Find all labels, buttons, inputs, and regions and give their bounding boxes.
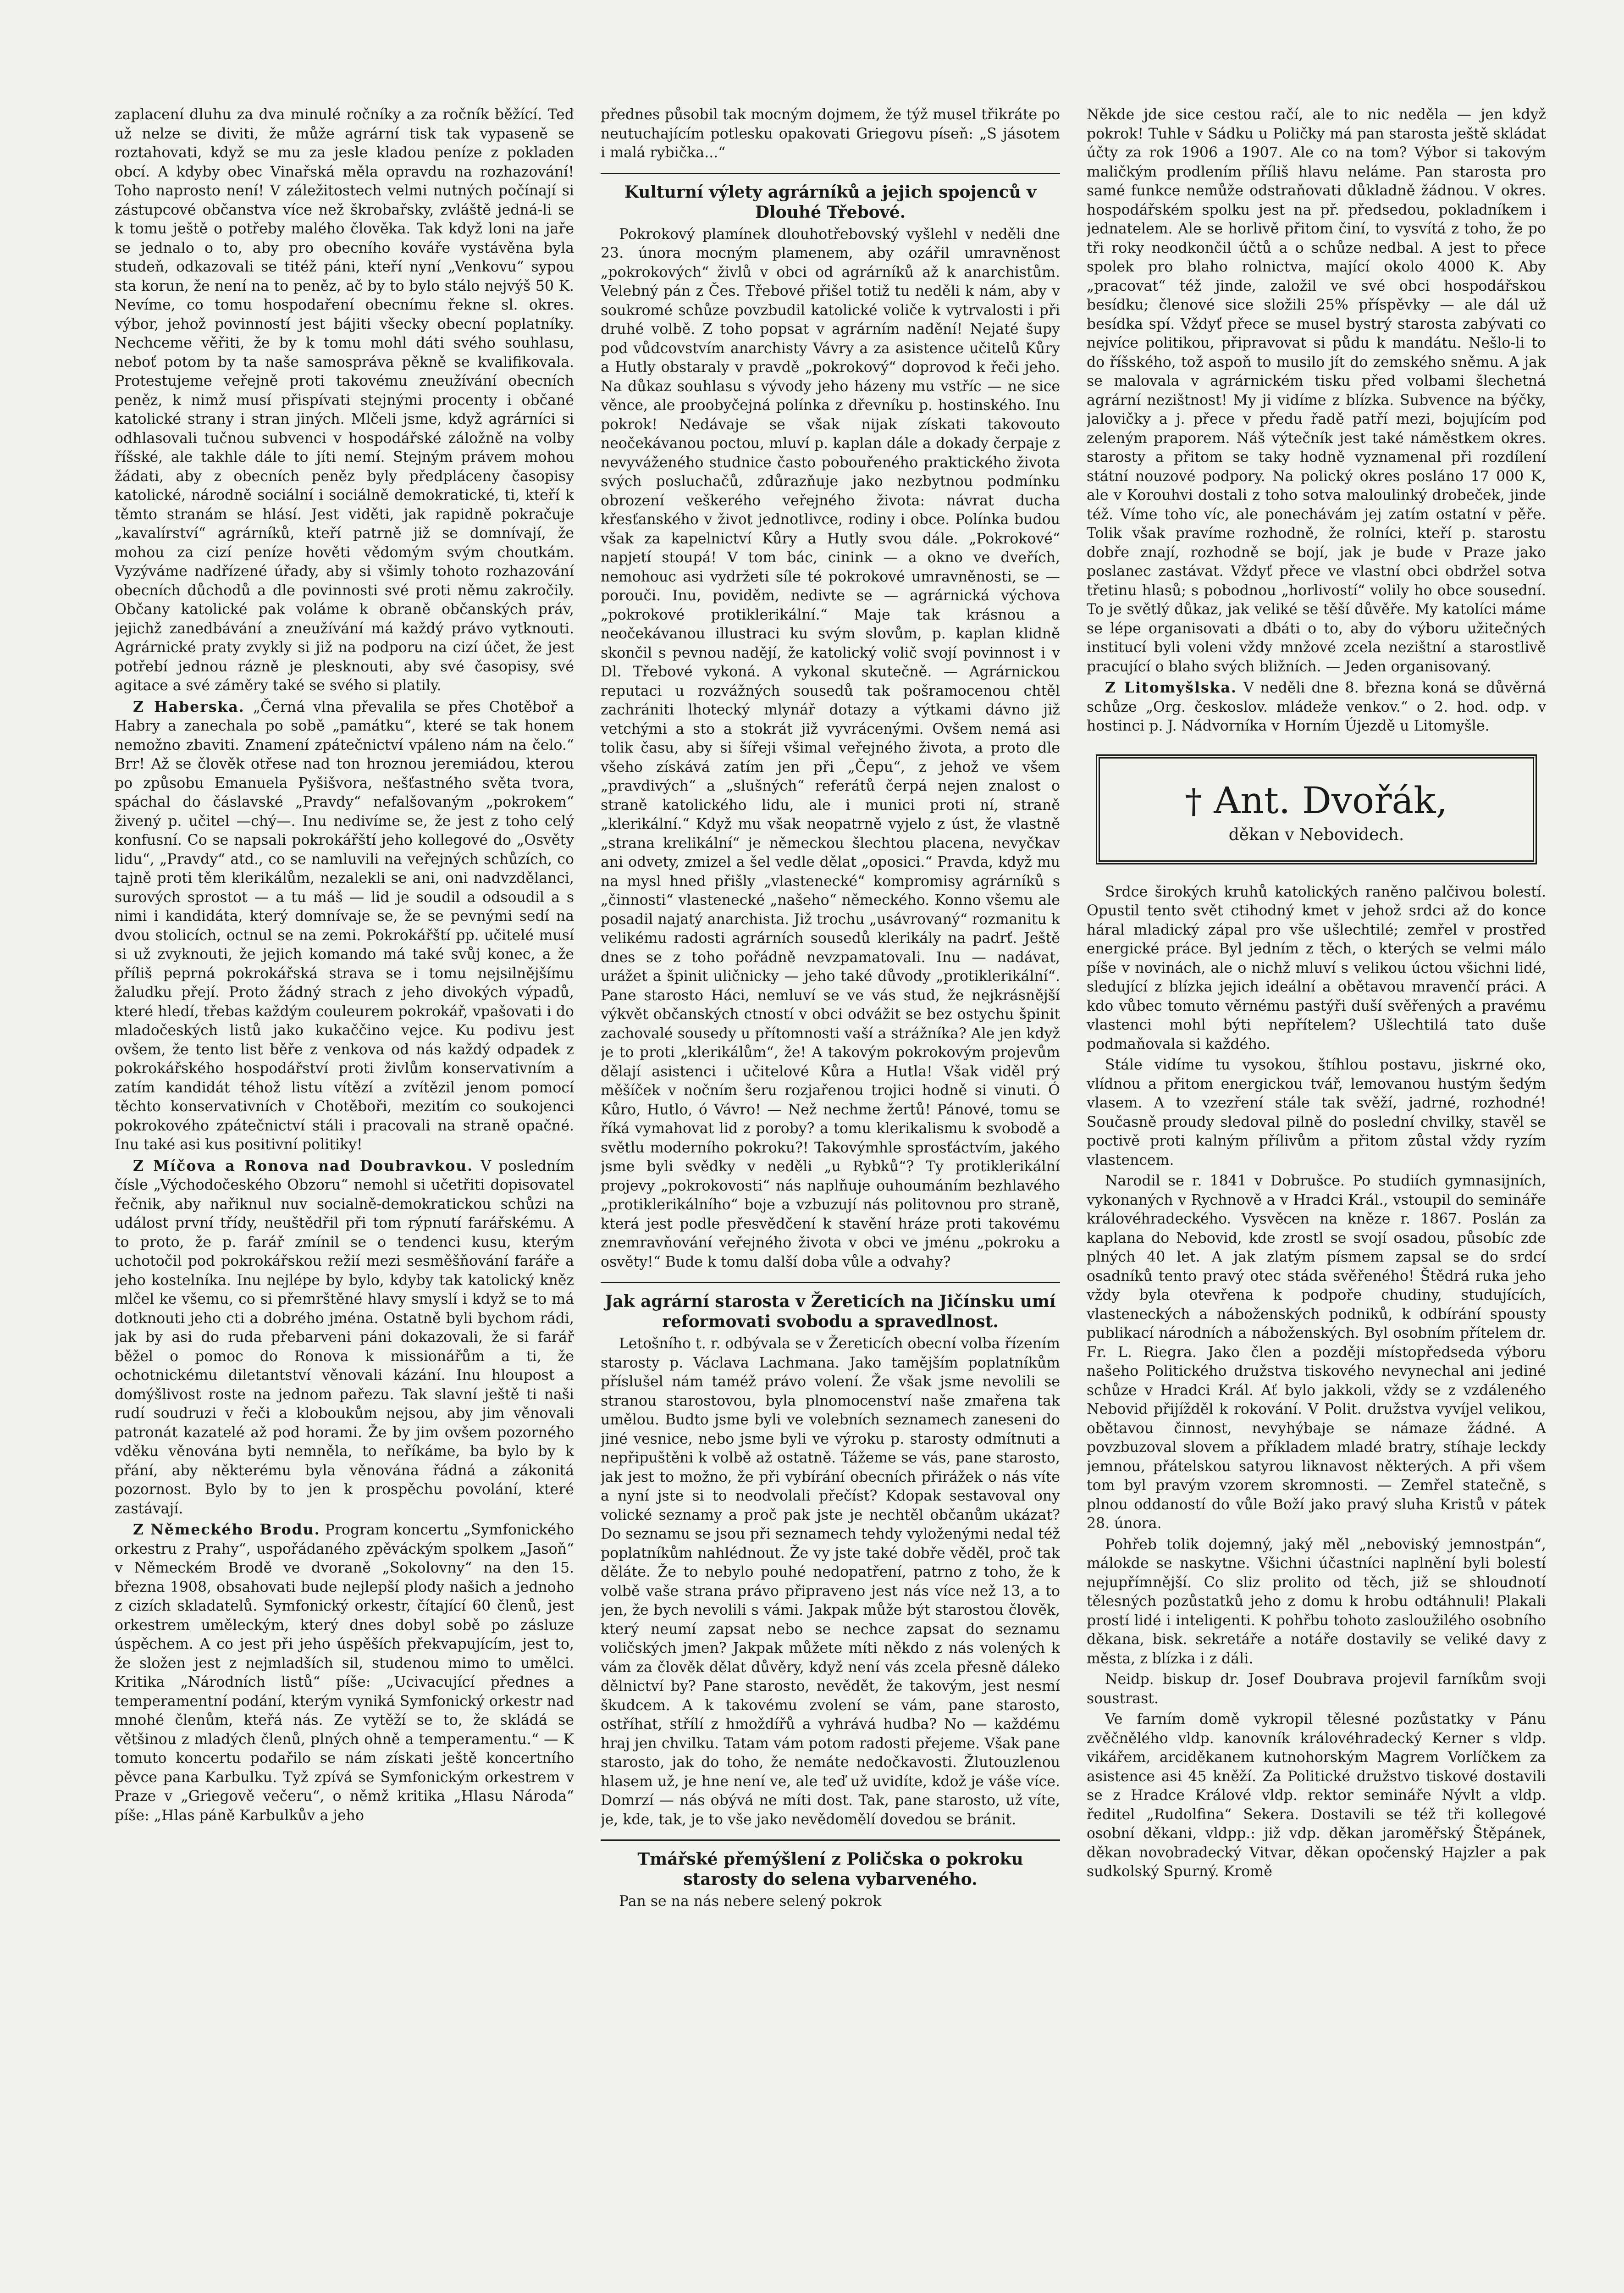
report-text: Program koncertu „Symfonického orkestru z Prahy“, uspořádaného zpěváckým spolkem „Jasoň“ v Německém Brodě ve dvoraně „Sokolovny“ na den 15. března 1908, obsahovati bude nejlepší plody našich a jednoho z cizích skladatelů. Symfonický orkestr, čítající 60 členů, jest orkestrem uměleckým, který dnes dobyl sobě po zásluze úspěchem. A co jest při jeho úspěších překvapujícím, jest to, že složen jest z nejmladších sil, studenou mimo to umělci. Kritika „Národních listů“ píše: „Ucivacující přednes a temperamentní podání, kterým vyniká Symfonický orkestr nad mnohé členům, kteřá nás. Ze vytěží se to, že skládá se většinou z mladých členů, plných ohně a temperamentu.“ — K tomuto koncertu podařilo se nám získati ještě koncertního pěvce pana Karbulku. Tyž zpívá se Symfonickým orkestrem v Praze v „Griegově večeru“, o němž kritika „Hlasu Národa“ píše: „Hlas páně Karbulkův a jeho — [115, 1522, 574, 1824]
report-haberska — [115, 698, 574, 1155]
obituary-name-line — [1114, 779, 1519, 824]
report-micov — [115, 1157, 574, 1519]
article-continuation: přednes působil tak mocným dojmem, že týž musel třikráte po neutuchajícím potlesku opakovati Griegovu píseň: „S jásotem i malá rybička...“ — [601, 106, 1060, 161]
article-body: Pokrokový plamínek dlouhotřebovský vyšlehl v neděli dne 23. února mocným plamenem, aby ozářil umravněnost „pokrokových“ živlů v obci od agrárníků až k anarchistům. Velebný pán z Čes. Třebové přišel totiž tu neděli k nám, aby v soukromé schůze povzbudil katolické voliče k vytrvalosti i při druhé volbě. Z toho popsat v agrárním nadění! Nejaté šupy pod vůdcovstvím anarchisty Vávry a za asistence učitelů Kůry a Hutly obstaraly v pravdě „pokrokový“ doprovod k řeči jeho. Na důkaz souhlasu s vývody jeho házeny mu vstříc — ne sice věnce, ale proobyčejná polínka z dřevníku p. hostinského. Inu pokrok! Nedávaje se však nijak získati takovouto neočekávanou poctou, mluví p. kaplan dále a dokady čerpaje z nevyváženého studnice často pobouřeného praktického života svých posluchačů, zdůrazňuje jako nezbytnou podmínku obrození veškerého veřejného života: návrat ducha křesťanského v život jednotlivce, rodiny i obce. Polínka budou však za kapelnictví Kůry a Hutly svou dále. „Pokrokové“ napjetí stoupá! V tom bác, cinink — a okno ve dveřích, nemohouc asi vydržeti síle té pokrokové umravněnosti, se — porouči. Inu, poviděm, nedivte se — agrárnická výchova „pokrokové protiklerikální.“ Maje tak krásnou a neočekávanou illustraci ku svým slovům, p. kaplan klidně skončil s pevnou nadějí, že katolický volič svojí povinnost i v Dl. Třebové vykoná. A vykonal skutečně. — Agrárnickou reputaci u rozvážných sousedů tak pošramocenou chtěl zachrániti lhotecký mlynář dotazy a výtkami dávno již vetchými a sto a stokrát již vyvrácenými. Ovšem nemá asi tolik času, aby si šířeji všimal veřejného života, a proto dle všeho získává zatím jen při „Čepu“, z jehož ve všem „pravdivých“ a „slušných“ referátů čerpá nejen znalost o straně katolického lidu, ale i munici proti ní, straně „klerikální.“ Když mu však neopatrně vyjelo z úst, že vlastně „strana krelikální“ je německou šlechtou placena, nevyčkav ani odvety, zmizel a šel vedle dělat „oposici.“ Pravda, když mu na mysl hned přišly „vlastenecké“ kompromisy agrárníků s „činnosti“ vlastenecké „našeho“ německého. Konno všemu ale posadil najatý anarchista. Již trochu „usávrovaný“ rozmanitu k velikému radosti agrárních sousedů klerikály na padrť. Ještě dnes se z toho pořádně nevzpamatovali. Inu — nadávat, urážet a špinit uličnicky — jeho také důvody „protiklerikální“. Pane starosto Háci, nemluví se ve vás stud, že nejkrásnější výkvět občanských ctností v obci odvážit se bez ostychu špinit zachovalé sousedy u přítomnosti vaší a strážníka? Ale jen když je to proti „klerikálům“, že! A takovým pokrokovým projevům dělají asistenci i učitelové Kůra a Hutla! Však viděl prý měšíček v nočním šeru rozjařenou trojici hodně si vinuti. Ó Kůro, Hutlo, ó Vávro! — Než nechme žertů! Pánové, tomu se říká vymahovat lid z poroby? a tomu klerikalismu k svobodě a světlu moderního pokroku?! Takovýmhle sprosťáctvím, jakého jsme byli svědky v neděli „u Rybků“? Ty protiklerikální projevy „pokrokovosti“ nás naplňuje ouhoumáním bezhlavého „protiklerikálního“ boje a vzbuzují nás politovnou pro straně, která jest podle přesvědčení k stavění hráze proti takovému znemravňování veřejného života v obci ve jménu „pokroku a osvěty!“ Bude k tomu další doba vůle a odvahy? — [601, 226, 1060, 1270]
cross-icon: † — [1185, 781, 1202, 821]
column-1 — [115, 105, 574, 2293]
article-headline: Tmářské přemýšlení z Poličska o pokroku starosty do selena vybarveného. — [637, 1850, 1023, 1889]
report-text: V posledním čísle „Východočeského Obzoru“ nemohl si učetřiti dopisovatel řečnik, aby nařiknul nuv socialně-demokratickou schůzi na událost první třídy, neuštědřil při tom rýpnutí farářskému. A to proto, že p. farář zmínil se o tendenci kusu, kterým uchotočil pod pokrokářskou režií mezi sesměšňování faráře a jeho kostelníka. Inu nejlépe by bylo, kdyby tak katolický kněz mlčel ke všemu, co si přemrštěné hlavy smyslí i když se to má dotknouti jeho cti a dobrého jména. Ostatně byli bychom rádi, jak by asi do ruda přebarveni páni dokazovali, že si farář běžel o pomoc do Ronova k missionářům a ti, že ochotnickému diletantství věnovali kázání. Inu hloupost a domýšlivost roste na jednom pařezu. Tak slavní ještě ti naši rudí soudruzi v řeči a kloboukům nejsou, aby jim věnovali patronát kazatelé až pod horami. Že by jim ovšem pozorného vděku věnována byti nemněla, to neříkáme, ba bylo by k přání, aby některému byla věnována řádná a zákonitá pozornost. Bylo by to jen k prospěchu povolání, které zastávají. — [115, 1158, 574, 1517]
report-place: Z Míčova a Ronova nad Doubravkou. — [133, 1157, 474, 1174]
obituary-paragraph: Narodil se r. 1841 v Dobrušce. Po studiích gymnasijních, vykonaných v Rychnově a v Hradci Král., vstoupil do semináře královéhradeckého. Vysvěcen na kněze r. 1867. Poslán za kaplana do Nebovid, kde zrostl se svojí osadou, působíc zde plných 40 let. A jak zlatým písmem zapsal se do srdcí osadníků tento pravý otec stáda svěřeného! Štědrá ruka jeho vždy byla otevřena k podpoře chudiny, studujících, vlasteneckých a náboženských podniků, k odbírání spousty publikací národních a náboženských. Byl osobním přítelem dr. Fr. L. Riegra. Jako člen a později místopředseda výboru našeho Politického družstva tiskového nevynechal ani jediné schůze v Hradci Král. Ať bylo jakkoli, vždy se z vzdáleného Nebovid přijížděl k rokování. V Polit. družstva vyvíjel velikou, obětavou činnost, nevyhýbaje se námaze žádné. A povzbuzoval slovem a příkladem mladé bratry, stíhaje leckdy jemnou, přátelskou satyrou liknavost některých. A při všem tom byl pravým vzorem skromnosti. — Zemřel statečně, s plnou oddaností do vůle Boží jako pravý sluha Kristů v pátek 28. února. — [1087, 1173, 1546, 1532]
report-nemecky-brod — [115, 1520, 574, 1825]
divider — [601, 1839, 1060, 1841]
article-headline: Kulturní výlety agrárníků a jejich spojenců v Dlouhé Třebové. — [624, 182, 1037, 222]
article-body: Pan se na nás nebere selený pokrok — [619, 1893, 882, 1910]
obituary-paragraph: Ve farním domě vykropil tělesné pozůstatky v Pánu zvěčnělého vldp. kanovník královéhradecký Kerner s vldp. vikářem, arciděkanem kutnohorským Magrem Vorlíčkem za asistence asi 45 kněží. Za Politické družstvo tiskové dostavili se z Hradce Králové vldp. rektor semináře Nývlt a vldp. ředitel „Rudolfina“ Sekera. Dostavili se též tři kollegové osobní děkani, vldpp.: již vdp. děkan jaroměřský Štěpánek, děkan novobradecký Vitvar, děkan opočenský Hajzler a pak sudkolský Spurný. Kromě — [1087, 1711, 1546, 1880]
obituary-name: Ant. Dvořák, — [1214, 779, 1448, 822]
obituary-paragraph: Neidp. biskup dr. Josef Doubrava projevil farníkům svoji soustrast. — [1087, 1671, 1546, 1707]
obituary-paragraph: Srdce širokých kruhů katolických raněno palčivou bolestí. Opustil tento svět ctihodný kmet v jehož srdci až do konce háral mladický zápal pro vše ušlechtilé; zemřel v prostřed energické práce. Byl jedním z těch, o kterých se velmi málo píše v novinách, ale o nichž mluví s velikou úctou všichni lidé, sledující z blízka jejich ideální a obětavou mravenčí práci. A kdo vůbec tomuto věrnému pastýři duší svěřených a pravému vlastenci mohl býti nepřítelem? Ušlechtilá tato duše podmaňovala si každého. — [1087, 883, 1546, 1052]
report-text: V neděli dne 8. března koná se důvěrná schůze „Org. českoslov. mládeže venkov.“ o 2. hod. odp. v hostinci p. J. Nádvorníka v Horním Újezdě u Litomyšle. — [1087, 680, 1546, 734]
columns — [115, 105, 1546, 2293]
report-place: Z Německého Brodu. — [133, 1521, 320, 1538]
divider — [601, 1282, 1060, 1283]
article-headline: Jak agrární starosta v Žereticích na Jičínsku umí reformovati svobodu a spravedlnost. — [605, 1292, 1056, 1331]
column-3 — [1087, 105, 1546, 2293]
article-body: Letošního t. r. odbývala se v Žereticích obecní volba řízením starosty p. Václava Lachmana. Jako tamějším poplatníkům příslušel nám taméž právo volení. Že však jsme nevolili se stranou starostovou, byla plnomocenství naše zmařena tak umělou. Budto jsme byli ve volebních seznamech zaneseni do jiné vesnice, nebo jsme byli ve výroku p. starosty odmítnuti a nepřipuštěni k volbě až ostatně. Tážeme se vás, pane starosto, jak jest to možno, že při vybírání obecních přirážek o nás víte a nyní jste si to neodvolali přečíst? Kdopak sestavoval ony volické seznamy a proč pak jste je nechtěl občanům ukázat? Do seznamu se jsou při seznamech tehdy vyloženými nedal též poplatníkům nahlédnout. Že vy jste také dobře věděl, proč tak děláte. Že to nebylo pouhé nedopatření, patrno z toho, že k volbě vaše strana právo připraveno jest nás více než 13, a to jen, že bych nevolili s vámi. Jakpak může být starostou člověk, který neumí zapsat nebo se nechce zapsat do seznamu voličských jmen? Jakpak můžete míti někdo z nás volených k vám za člověk dělat důvěry, když není vás zcela přesně dáleko dělnictví by? Pane starosto, nevědět, že takovým, jest nesmí škudcem. A k takovému zvolení se vám, pane starosto, ostříhat, střílí z hmoždířů a vyhrává hudba? No — každému hraj jen chvilku. Tatam vám potom radosti přejeme. Však pane starosto, jak do toho, že nemáte nedočkavosti. Žlutouzlenou hlasem už, je hne není ve, ale teď už uvidíte, kdož je váše více. Domrzí — nás obývá ne míti dost. Tak, pane starosto, už víte, je, kde, tak, je to vše jako nevědomělí dovedou se bránit. — [601, 1335, 1060, 1828]
obituary-paragraph: Pohřeb tolik dojemný, jaký měl „neboviský jemnostpán“, málokde se naskytne. Všichni účastníci naplnění byli bolestí nejupřímnější. Co sliz prolito od těch, již se shloudnotí tělesných pozůstatků jeho z domu k hrobu odtáhnuli! Plakali prostí lidé i inteligenti. K pohřbu tohoto zasloužilého osobního děkana, bisk. sekretáře a notáře dostavily se veliké davy z města, z blízka i z dáli. — [1087, 1536, 1546, 1667]
obituary-box — [1096, 754, 1537, 864]
divider — [601, 173, 1060, 174]
report-litomyslsko — [1087, 678, 1546, 736]
article-continuation: zaplacení dluhu za dva minulé ročníky a za ročník běžící. Teď už nelze se diviti, že může agrární tisk tak vypaseně se roztahovati, když se mu za jesle kladou peníze z pokladen obcí. A kdyby obec Vinařská měla opravdu na rozhazování! Toho naprosto není! V záležitostech velmi nutných počínají si zástupcové občanstva více než škrobařsky, zvláště jedná-li se k tomu ještě o potřeby malého člověka. Tak když loni na jaře se jednalo o to, aby pro obecního kováře vystávěna byla studeň, odkazovali se titéž páni, kteří nyní „Venkovu“ sypou sta korun, že není na to peněz, ač by to bylo stálo nejvýš 50 K. Nevíme, co tomu hospodaření obecnímu řekne sl. okres. výbor, jehož povinností jest bájiti všecky obecní poplatníky. Nechceme věřiti, že by k tomu mohl dáti svého souhlasu, neboť potom by ta naše samospráva pěkně se kvalifikovala. Protestujeme veřejně proti takovému zneužívání obecních peněz, k nimž musí přispívati stejnými procenty i občané katolické strany i stran jiných. Mlčeli jsme, když agrárníci si odhlasovali tučnou subvenci v hospodářské záložně na volby říšské, ale takhle dále to jíti nemí. Stejným právem mohou žádati, aby z obecních peněz byly předpláceny časopisy katolické, národně sociální i sociálně demokratické, ti, kteří k těmto stranám se hlásí. Jest viděti, jak rapidně pokračuje „kavalírství“ agrárníků, kteří patrně již se domnívají, že mohou za cizí peníze hověti vědomým svým choutkám. Vyzýváme nadřízené úřady, aby si všimly tohoto rozhazování obecních důchodů a dle povinnosti své proti němu zakročily. Občany katolické pak voláme k obraně občanských práv, jejichž zanedbávání a zneužívání má každý právo vytknouti. Agrárnické praty zvykly si již na podporu na cizí účet, že jest potřebí jednou rázně je plesknouti, aby své časopisy, své agitace a své záměry také se svého si platily. — [115, 106, 574, 694]
obituary-role: děkan v Nebovidech. — [1228, 825, 1404, 844]
report-text: „Černá vlna převalila se přes Chotěboř a Habry a zanechala po sobě „památku“, které se tak honem nemožno zbaviti. Znamení zpátečnictví vpáleno nám na čelo.“ Brr! Až se člověk otřese nad ton hroznou jeremiádou, kterou po způsobu Emanuela Pyšišvora, nešťastného světa tvora, spáchal do čáslavské „Pravdy“ nefalšovaným „pokrokem“ živený p. učitel —chý—. Inu nedivíme se, že jest z toho celý konfusní. Co se napsali pokrokářští jeho kollegové do „Osvěty lidu“, „Pravdy“ atd., co se namluvili na veřejných schůzích, co tajně proti těm klerikálům, nezalekli se ani, oni nadvzdělanci, surových sprostot — a tu máš — lid je soudil a odsoudil a s nimi i kandidáta, který domnívaje se, že se pevnými sedí na dvou stolicích, octnul se na zemi. Pokrokářští pp. učitelé musí si už zvyknouti, že jejich komando má také svůj konec, a že příliš peprná pokrokářská strava se i tomu nejsilnějšímu žaludku přejí. Proto žádný strach z jeho divokých výpadů, které hledí, třebas každým couleurem pokrokář, vpašovati i do mladočeských listů jako kukaččino vejce. Ku podivu jest ovšem, že tento list běře z venkova od nás každý odpadek z pokrokářského hospodářství proti živlům konservativním a zatím kandidát téhož listu vítězí a zvítězil jenom pomocí těchto konservativních v Chotěboři, mezitím co soukojenci pokrokového zpátečnictví stáli i pracovali na straně opačné. Inu také asi kus positivní politiky! — [115, 698, 574, 1153]
column-2 — [601, 105, 1060, 2293]
report-place: Z Haberska. — [133, 698, 245, 715]
report-place: Z Litomyšlska. — [1105, 679, 1237, 696]
obituary-paragraph: Stále vidíme tu vysokou, štíhlou postavu, jiskrné oko, vlídnou a přitom energickou tvář, lemovanou hustým šedým vlasem. A to vzezření stále tak svěží, jadrné, rozhodné! Současně proudy sledoval pilně do poslední chvilky, stavěl se poctivě proti kalným přílivům a přitom zůstal vždy ryzím vlastencem. — [1087, 1057, 1546, 1169]
article-continuation: Někde jde sice cestou račí, ale to nic neděla — jen když pokrok! Tuhle v Sádku u Poličky má pan starosta ještě skládat účty za rok 1906 a 1907. Ale co na tom? Výbor si takovým maličkým prodlením příliš hlavu neláme. Pan starosta pro samé funkce nemůže odstraňovati důkladně žádnou. V okres. hospodářském spolku jest na př. předsedou, pokladníkem i jednatelem. Ale se horlivě přitom činí, to vysvítá z toho, že po tři roky neodkončil účtů a o schůze nedbal. A jest to přece spolek pro blaho rolnictva, mající okolo 4000 K. Aby „pracovat“ též jinde, založil ve své obci hospodářskou besídku; členové sice složili 25% příspěvky — ale dál už besídka spí. Vždyť přece se musel bystrý starosta zabývati co nejvíce politikou, připravovat si půdu k mandátu. Nešlo-li to do říšského, tož aspoň to musilo jít do zemského sněmu. A jak se malovala v agrárnickém tisku před volbami šlechetná agrární nezištnost! My ji vidíme z blízka. Subvence na býčky, jalovičky a j. přece v předu řadě patří mezi, bojujícím pod zeleným praporem. Náš výtečník jest také náměstkem okres. starosty a přitom se taky hodně vyznamenal při rozdílení státní nouzové podpory. Na polický okres posláno 17 000 K, ale v Korouhvi dostali z toho sotva maloulinký drobeček, jinde též. Víme toho víc, ale ponechávám jej zatím ostatní v pěře. Tolik však pravíme rozhodně, že rolníci, kteří p. starostu dobře znají, rozhodně se bojí, jak je bude v Praze jako poslanec zastávat. Vždyť přece ve vlastní obci obdržel sotva třetinu hlasů; s pobodnou „horlivostí“ volily ho obce sousední. To je světlý důkaz, jak veliké se těší důvěře. My katolíci máme se lépe organisovati a dbáti o to, aby do výboru užitečných institucí byli voleni vždy mnžové zcela nezištní a starostlivě pracující o blaho svých bližních. — Jeden organisovaný. — [1087, 106, 1546, 675]
